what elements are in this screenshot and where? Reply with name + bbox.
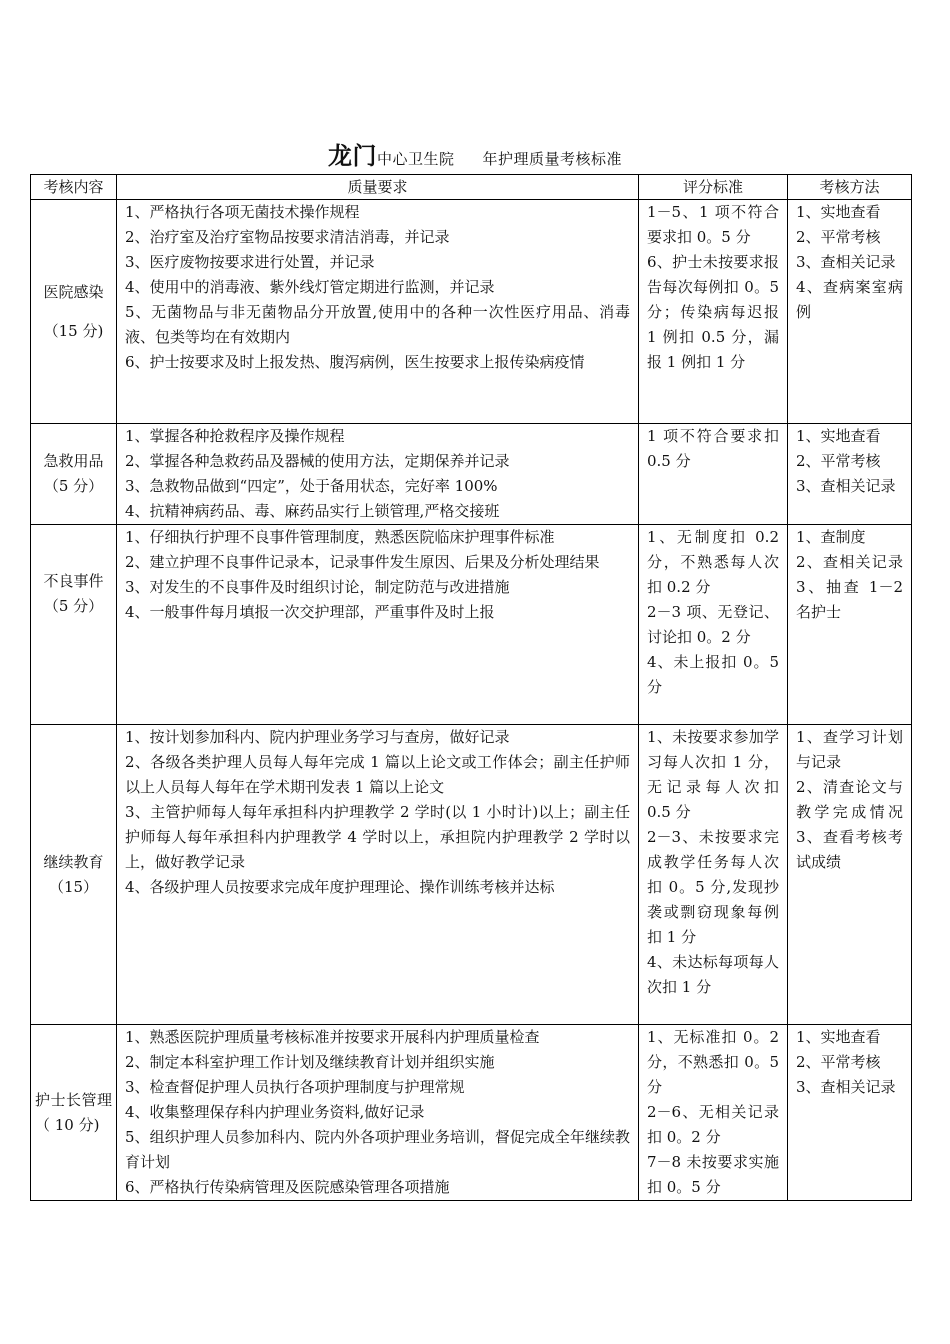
method-item: 3、查相关记录 bbox=[796, 1078, 896, 1096]
requirement-item: 2、各级各类护理人员每人每年完成 1 篇以上论文或工作体会；副主任护师以上人员每人每年在学术期刊发表 1 篇以上论文 bbox=[125, 753, 630, 796]
title-bold: 龙门 bbox=[327, 141, 377, 170]
category-score: （15） bbox=[48, 877, 99, 896]
requirement-item: 1、仔细执行护理不良事件管理制度，熟悉医院临床护理事件标准 bbox=[125, 528, 555, 546]
requirements-cell bbox=[117, 424, 639, 525]
scoring-cell bbox=[639, 424, 788, 525]
scoring-item: 4、未上报扣 0。5 分 bbox=[647, 653, 779, 696]
table-row bbox=[31, 525, 912, 725]
method-item: 1、实地查看 bbox=[796, 203, 881, 221]
method-cell bbox=[788, 725, 912, 1025]
scoring-item: 2－3 项、无登记、讨论扣 0。2 分 bbox=[647, 603, 779, 646]
method-item: 3、查相关记录 bbox=[796, 477, 896, 495]
category-cell bbox=[31, 725, 117, 1025]
category-score: （15 分) bbox=[43, 321, 104, 340]
requirement-item: 6、护士按要求及时上报发热、腹泻病例，医生按要求上报传染病疫情 bbox=[125, 353, 585, 371]
requirement-item: 1、掌握各种抢救程序及操作规程 bbox=[125, 427, 345, 445]
scoring-item: 1、无标准扣 0。2 分，不熟悉扣 0。5 分 bbox=[647, 1028, 779, 1096]
category-score: （5 分） bbox=[43, 477, 104, 495]
scoring-cell bbox=[639, 525, 788, 725]
scoring-item: 1 项不符合要求扣 0.5 分 bbox=[647, 427, 779, 470]
requirements-cell bbox=[117, 725, 639, 1025]
method-item: 1、实地查看 bbox=[796, 1028, 881, 1046]
method-item: 3、查相关记录 bbox=[796, 253, 896, 271]
category-name: 医院感染 bbox=[43, 282, 104, 301]
category-name: 继续教育 bbox=[43, 852, 104, 871]
method-item: 2、清查论文与教学完成情况 3、查看考核考试成绩 bbox=[796, 778, 903, 871]
requirement-item: 1、熟悉医院护理质量考核标准并按要求开展科内护理质量检查 bbox=[125, 1028, 540, 1046]
method-item: 2、平常考核 bbox=[796, 228, 881, 246]
method-item: 1、查学习计划与记录 bbox=[796, 728, 903, 771]
requirement-item: 3、主管护师每人每年承担科内护理教学 2 学时(以 1 小时计)以上；副主任护师每人每年承担科内护理教学 4 学时以上，承担院内护理教学 2 学时以上，做好教学记录 bbox=[125, 803, 630, 871]
category-name: 护士长管理（ 10 分) bbox=[35, 1090, 112, 1134]
title-org: 中心卫生院 bbox=[376, 150, 455, 168]
requirement-item: 4、各级护理人员按要求完成年度护理理论、操作训练考核并达标 bbox=[125, 878, 555, 896]
table-row bbox=[31, 424, 912, 525]
requirement-item: 2、制定本科室护理工作计划及继续教育计划并组织实施 bbox=[125, 1053, 495, 1071]
requirement-item: 1、严格执行各项无菌技术操作规程 bbox=[125, 203, 360, 221]
method-cell bbox=[788, 424, 912, 525]
method-item: 2、平常考核 bbox=[796, 1053, 881, 1071]
category-score: （5 分） bbox=[43, 597, 104, 615]
requirement-item: 4、收集整理保存科内护理业务资料,做好记录 bbox=[125, 1103, 425, 1121]
scoring-item: 7－8 未按要求实施扣 0。5 分 bbox=[647, 1153, 779, 1196]
page-title bbox=[0, 136, 950, 171]
requirement-item: 3、对发生的不良事件及时组织讨论，制定防范与改进措施 bbox=[125, 578, 510, 596]
category-cell bbox=[31, 200, 117, 424]
assessment-table bbox=[30, 174, 912, 1201]
table-row bbox=[31, 725, 912, 1025]
method-cell bbox=[788, 200, 912, 424]
category-name: 急救用品 bbox=[43, 452, 104, 470]
scoring-item: 2－6、无相关记录扣 0。2 分 bbox=[647, 1103, 779, 1146]
method-cell bbox=[788, 525, 912, 725]
method-item: 2、平常考核 bbox=[796, 452, 881, 470]
requirement-item: 3、急救物品做到“四定”，处于备用状态，完好率 100% bbox=[125, 477, 498, 495]
header-method: 考核方法 bbox=[788, 175, 912, 200]
scoring-cell bbox=[639, 200, 788, 424]
requirements-cell bbox=[117, 200, 639, 424]
method-cell bbox=[788, 1025, 912, 1201]
table-row bbox=[31, 200, 912, 424]
method-item: 1、查制度 bbox=[796, 528, 866, 546]
category-cell bbox=[31, 1025, 117, 1201]
requirement-item: 3、医疗废物按要求进行处置，并记录 bbox=[125, 253, 375, 271]
table-header-row bbox=[31, 175, 912, 200]
category-name: 不良事件 bbox=[43, 572, 104, 590]
scoring-cell bbox=[639, 725, 788, 1025]
method-item: 2、查相关记录 3、抽查 1－2 名护士 bbox=[796, 553, 903, 621]
requirement-item: 2、治疗室及治疗室物品按要求清洁消毒，并记录 bbox=[125, 228, 450, 246]
table-row bbox=[31, 1025, 912, 1201]
requirement-item: 4、抗精神病药品、毒、麻药品实行上锁管理,严格交接班 bbox=[125, 502, 500, 520]
requirements-cell bbox=[117, 525, 639, 725]
requirements-cell bbox=[117, 1025, 639, 1201]
scoring-item: 1、无制度扣 0.2 分，不熟悉每人次扣 0.2 分 bbox=[647, 528, 779, 596]
requirement-item: 4、使用中的消毒液、紫外线灯管定期进行监测，并记录 bbox=[125, 278, 495, 296]
scoring-item: 2－3、未按要求完成教学任务每人次扣 0。5 分,发现抄袭或剽窃现象每例扣 1 分 bbox=[647, 828, 779, 946]
scoring-item: 1－5、1 项不符合要求扣 0。5 分 bbox=[647, 203, 779, 246]
category-cell bbox=[31, 525, 117, 725]
requirement-item: 3、检查督促护理人员执行各项护理制度与护理常规 bbox=[125, 1078, 465, 1096]
requirement-item: 5、组织护理人员参加科内、院内外各项护理业务培训，督促完成全年继续教育计划 bbox=[125, 1128, 630, 1171]
title-suffix: 年护理质量考核标准 bbox=[482, 150, 623, 168]
scoring-item: 1、未按要求参加学习每人次扣 1 分，无记录每人次扣 0.5 分 bbox=[647, 728, 779, 821]
requirement-item: 5、无菌物品与非无菌物品分开放置,使用中的各种一次性医疗用品、消毒液、包类等均在有效期内 bbox=[125, 303, 630, 346]
method-item: 4、查病案室病例 bbox=[796, 278, 903, 321]
scoring-item: 6、护士未按要求报告每次每例扣 0。5 分；传染病每迟报 1 例扣 0.5 分，漏报 1 例扣 1 分 bbox=[647, 253, 779, 371]
requirement-item: 1、按计划参加科内、院内护理业务学习与查房，做好记录 bbox=[125, 728, 510, 746]
category-cell bbox=[31, 424, 117, 525]
requirement-item: 4、一般事件每月填报一次交护理部，严重事件及时上报 bbox=[125, 603, 495, 621]
scoring-item: 4、未达标每项每人次扣 1 分 bbox=[647, 953, 779, 996]
header-scoring: 评分标准 bbox=[639, 175, 788, 200]
method-item: 1、实地查看 bbox=[796, 427, 881, 445]
requirement-item: 2、建立护理不良事件记录本，记录事件发生原因、后果及分析处理结果 bbox=[125, 553, 600, 571]
header-requirements: 质量要求 bbox=[117, 175, 639, 200]
requirement-item: 2、掌握各种急救药品及器械的使用方法，定期保养并记录 bbox=[125, 452, 510, 470]
header-content: 考核内容 bbox=[31, 175, 117, 200]
scoring-cell bbox=[639, 1025, 788, 1201]
requirement-item: 6、严格执行传染病管理及医院感染管理各项措施 bbox=[125, 1178, 450, 1196]
